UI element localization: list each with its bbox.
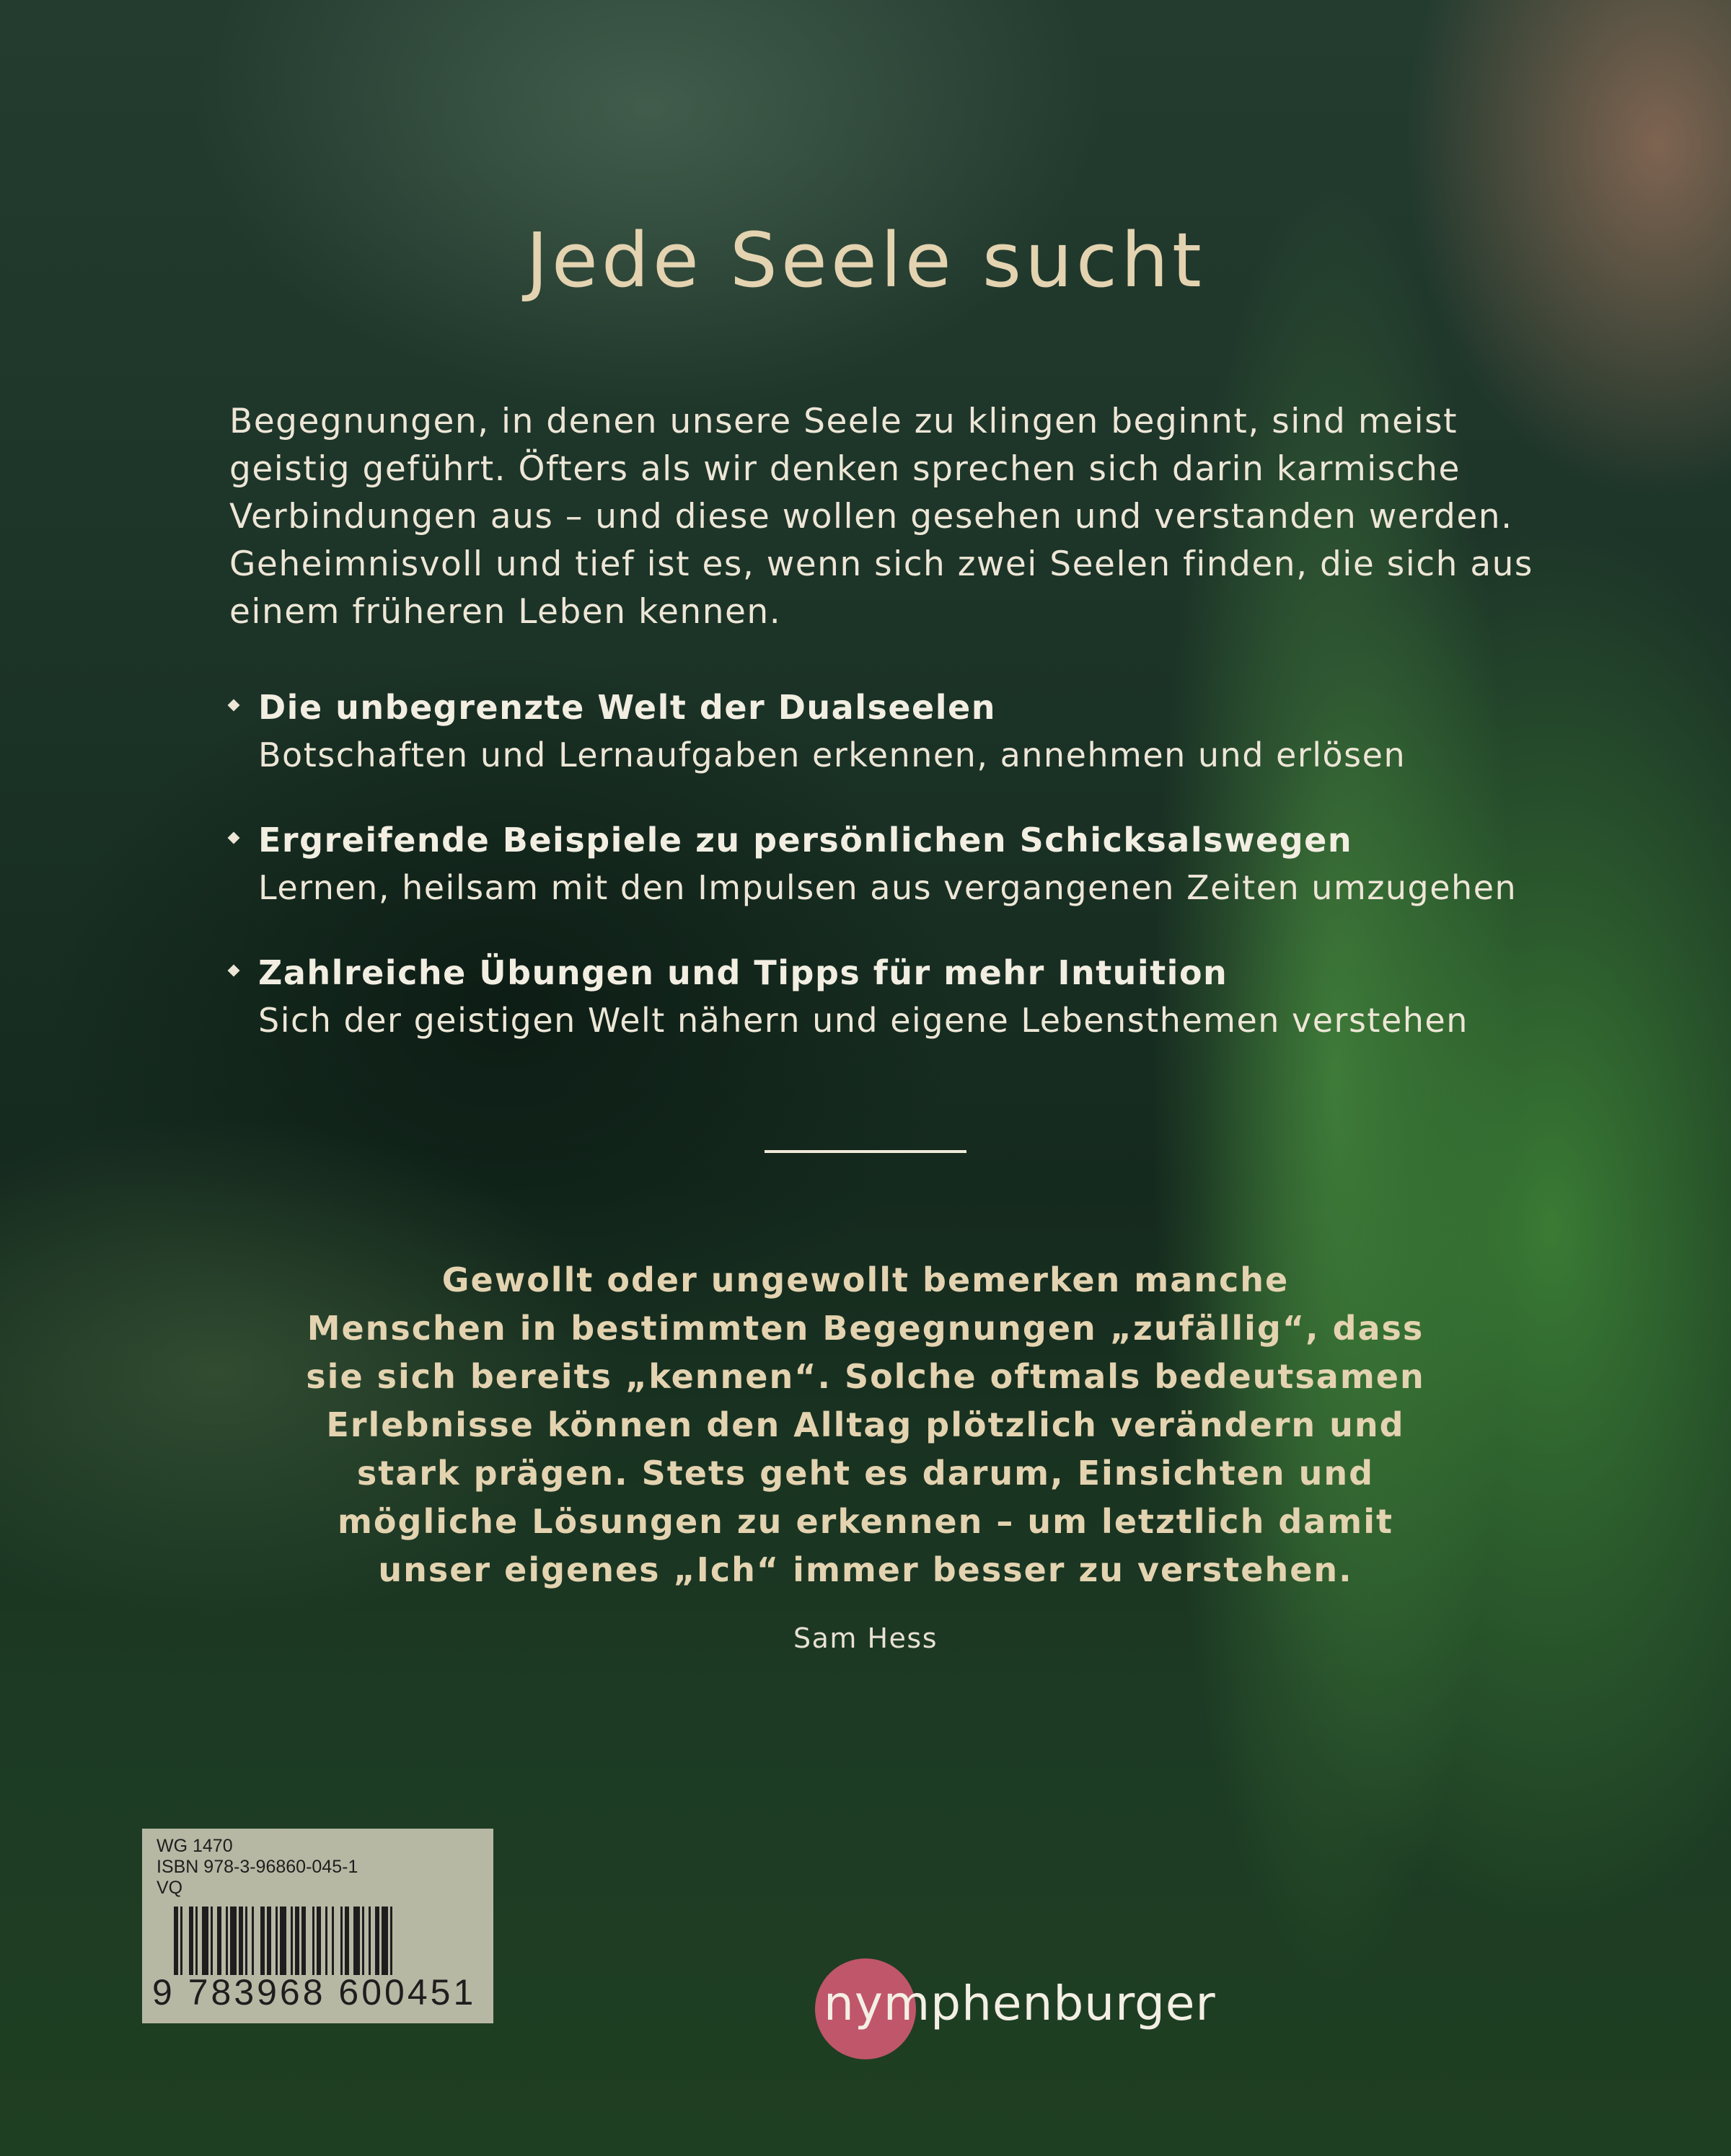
feature-description: Botschaften und Lernaufgaben erkennen, annehmen und erlösen — [258, 735, 1406, 774]
barcode-bar — [362, 1907, 364, 1975]
barcode-bar — [312, 1907, 314, 1975]
barcode-bar — [375, 1907, 379, 1975]
barcode-bar — [382, 1907, 388, 1975]
barcode-bar — [230, 1907, 237, 1975]
feature-description: Lernen, heilsam mit den Impulsen aus vergangenen Zeiten umzugehen — [258, 868, 1518, 907]
barcode-bar — [252, 1907, 254, 1975]
diamond-bullet-icon — [228, 965, 240, 977]
barcode-bar — [267, 1907, 271, 1975]
feature-item — [229, 949, 1585, 1044]
barcode-bar — [245, 1907, 247, 1975]
barcode-bar — [295, 1907, 299, 1975]
feature-description: Sich der geistigen Welt nähern und eigene Lebensthemen verstehen — [258, 1001, 1468, 1040]
isbn-barcode-label — [142, 1829, 493, 2023]
diamond-bullet-icon — [228, 832, 240, 844]
quote-line: sie sich bereits „kennen“. Solche oftmals bedeutsamen — [306, 1357, 1425, 1396]
quote-author: Sam Hess — [793, 1622, 938, 1654]
barcode-bar — [226, 1907, 228, 1975]
page-title: Jede Seele sucht — [526, 216, 1205, 304]
barcode-bar — [174, 1907, 178, 1975]
barcode-bar — [211, 1907, 213, 1975]
feature-heading: Ergreifende Beispiele zu persönlichen Schicksalswegen — [258, 821, 1353, 860]
feature-item — [229, 684, 1585, 779]
barcode-bar — [353, 1907, 360, 1975]
barcode-bar — [390, 1907, 392, 1975]
barcode-bar — [317, 1907, 321, 1975]
barcode-bar — [239, 1907, 243, 1975]
quote-line: unser eigenes „Ich“ immer besser zu verstehen. — [378, 1550, 1353, 1589]
price-code: VQ — [157, 1878, 183, 1898]
quote-line: Menschen in bestimmten Begegnungen „zufällig“, dass — [307, 1309, 1424, 1348]
barcode-bar — [301, 1907, 306, 1975]
barcode-bar — [340, 1907, 343, 1975]
barcode-bar — [202, 1907, 208, 1975]
barcode-bar — [291, 1907, 293, 1975]
diamond-bullet-icon — [228, 699, 240, 712]
barcode-bar — [260, 1907, 265, 1975]
barcode-bar — [369, 1907, 371, 1975]
barcode-bar — [189, 1907, 193, 1975]
feature-heading: Die unbegrenzte Welt der Dualseelen — [258, 688, 996, 727]
quote-line: stark prägen. Stets geht es darum, Einsichten und — [356, 1454, 1375, 1493]
feature-list — [229, 684, 1585, 1082]
isbn-number: ISBN 978-3-96860-045-1 — [157, 1857, 358, 1877]
barcode-bar — [345, 1907, 349, 1975]
barcode-bar — [325, 1907, 327, 1975]
quote-line: Erlebnisse können den Alltag plötzlich verändern und — [326, 1405, 1405, 1444]
barcode-bar — [195, 1907, 198, 1975]
publisher-logo — [815, 1958, 1248, 2059]
feature-heading: Zahlreiche Übungen und Tipps für mehr Intuition — [258, 953, 1228, 992]
barcode-bar — [276, 1907, 278, 1975]
quote-line: mögliche Lösungen zu erkennen – um letztlich damit — [338, 1502, 1393, 1541]
barcode-bar — [180, 1907, 182, 1975]
barcode-bar — [332, 1907, 334, 1975]
blurb-quote — [216, 1256, 1515, 1594]
barcode-bar — [280, 1907, 286, 1975]
barcode-meta — [157, 1836, 358, 1899]
publisher-name: nymphenburger — [824, 1976, 1216, 2031]
warengruppe: WG 1470 — [157, 1836, 233, 1856]
intro-paragraph: Begegnungen, in denen unsere Seele zu klingen beginnt, sind meist geistig geführt. Öfters als wir denken sprechen sich darin karmische Verbindungen aus – und diese wollen gesehen und verstanden werden. Geheimnisvoll und tief ist es, wenn sich zwei Seelen finden, die sich aus einem früheren Leben kennen. — [229, 402, 1533, 632]
barcode-bars — [171, 1907, 467, 1975]
feature-item — [229, 816, 1585, 911]
quote-line: Gewollt oder ungewollt bemerken manche — [441, 1260, 1290, 1299]
barcode-bar — [217, 1907, 221, 1975]
barcode-digits: 9 783968 600451 — [152, 1972, 477, 2013]
section-divider — [765, 1150, 966, 1153]
